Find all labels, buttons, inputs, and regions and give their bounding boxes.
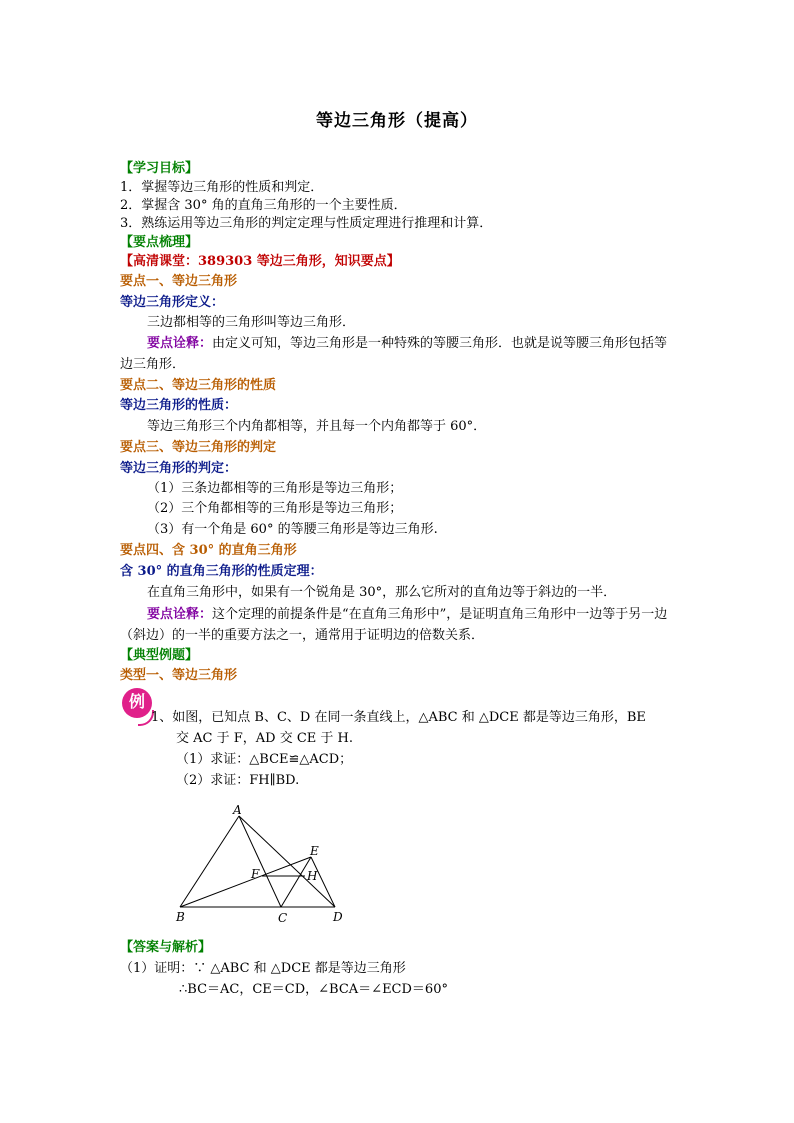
goal-item: 1．掌握等边三角形的性质和判定． bbox=[120, 180, 324, 195]
point-label-b: B bbox=[176, 910, 185, 924]
criteria-item: （1）三条边都相等的三角形是等边三角形； bbox=[147, 481, 403, 496]
criteria-item: （3）有一个角是 60° 的等腰三角形是等边三角形. bbox=[147, 522, 438, 537]
note-text: 这个定理的前提条件是“在直角三角形中”，是证明直角三角形中一边等于另一边（斜边）的一半的重要方法之一，通常用于证明边的倍数关系． bbox=[120, 607, 668, 643]
criteria-label: 等边三角形的判定： bbox=[120, 461, 238, 476]
note-label: 要点诠释： bbox=[147, 607, 213, 622]
point-label-f: F bbox=[251, 867, 260, 881]
answer-header: 【答案与解析】 bbox=[120, 940, 212, 955]
subquestion: （2）求证：FH∥BD. bbox=[176, 773, 300, 788]
point-label-e: E bbox=[310, 844, 319, 858]
note-paragraph bbox=[120, 333, 680, 375]
section-title: 要点三、等边三角形的判定 bbox=[120, 440, 277, 455]
page-title: 等边三角形（提高） bbox=[316, 111, 478, 131]
point-label-c: C bbox=[278, 911, 288, 925]
section-title: 要点二、等边三角形的性质 bbox=[120, 378, 277, 393]
goal-item: 2．掌握含 30° 角的直角三角形的一个主要性质． bbox=[120, 198, 407, 213]
examples-header: 【典型例题】 bbox=[120, 648, 199, 663]
example-badge: 例 bbox=[122, 688, 152, 718]
segment-ad bbox=[239, 816, 335, 907]
example-question: 交 AC 于 F，AD 交 CE 于 H. bbox=[176, 731, 353, 746]
property-text: 等边三角形三个内角都相等，并且每一个内角都等于 60°． bbox=[147, 419, 487, 434]
segment-ac bbox=[239, 816, 281, 907]
point-label-d: D bbox=[333, 910, 343, 924]
answer-text: ∴BC＝AC，CE＝CD，∠BCA＝∠ECD＝60° bbox=[179, 982, 448, 997]
hd-class-link: 【高清课堂：389303 等边三角形，知识要点】 bbox=[120, 254, 400, 269]
segment-ab bbox=[180, 816, 239, 907]
segment-be bbox=[180, 857, 311, 907]
note-paragraph bbox=[120, 604, 680, 646]
point-label-a: A bbox=[233, 803, 242, 817]
theorem-text: 在直角三角形中，如果有一个锐角是 30°，那么它所对的直角边等于斜边的一半． bbox=[147, 585, 617, 600]
points-header: 【要点梳理】 bbox=[120, 235, 199, 250]
goal-item: 3．熟练运用等边三角形的判定定理与性质定理进行推理和计算． bbox=[120, 216, 493, 231]
type-title: 类型一、等边三角形 bbox=[120, 668, 238, 683]
note-text: 由定义可知，等边三角形是一种特殊的等腰三角形．也就是说等腰三角形包括等边三角形． bbox=[120, 336, 668, 372]
geometry-figure bbox=[170, 800, 350, 930]
theorem-label: 含 30° 的直角三角形的性质定理： bbox=[120, 564, 323, 579]
answer-text: （1）证明：∵ △ABC 和 △DCE 都是等边三角形 bbox=[120, 961, 406, 976]
definition-label: 等边三角形定义： bbox=[120, 295, 225, 310]
point-label-h: H bbox=[307, 869, 318, 883]
definition-text: 三边都相等的三角形叫等边三角形． bbox=[147, 315, 356, 330]
property-label: 等边三角形的性质： bbox=[120, 398, 238, 413]
subquestion: （1）求证：△BCE≌△ACD； bbox=[176, 752, 353, 767]
criteria-item: （2）三个角都相等的三角形是等边三角形； bbox=[147, 501, 403, 516]
section-title: 要点四、含 30° 的直角三角形 bbox=[120, 543, 297, 558]
section-title: 要点一、等边三角形 bbox=[120, 274, 238, 289]
note-label: 要点诠释： bbox=[147, 336, 213, 351]
goals-header: 【学习目标】 bbox=[120, 161, 199, 176]
example-question: 1、如图，已知点 B、C、D 在同一条直线上，△ABC 和 △DCE 都是等边三角形，BE bbox=[151, 710, 646, 725]
